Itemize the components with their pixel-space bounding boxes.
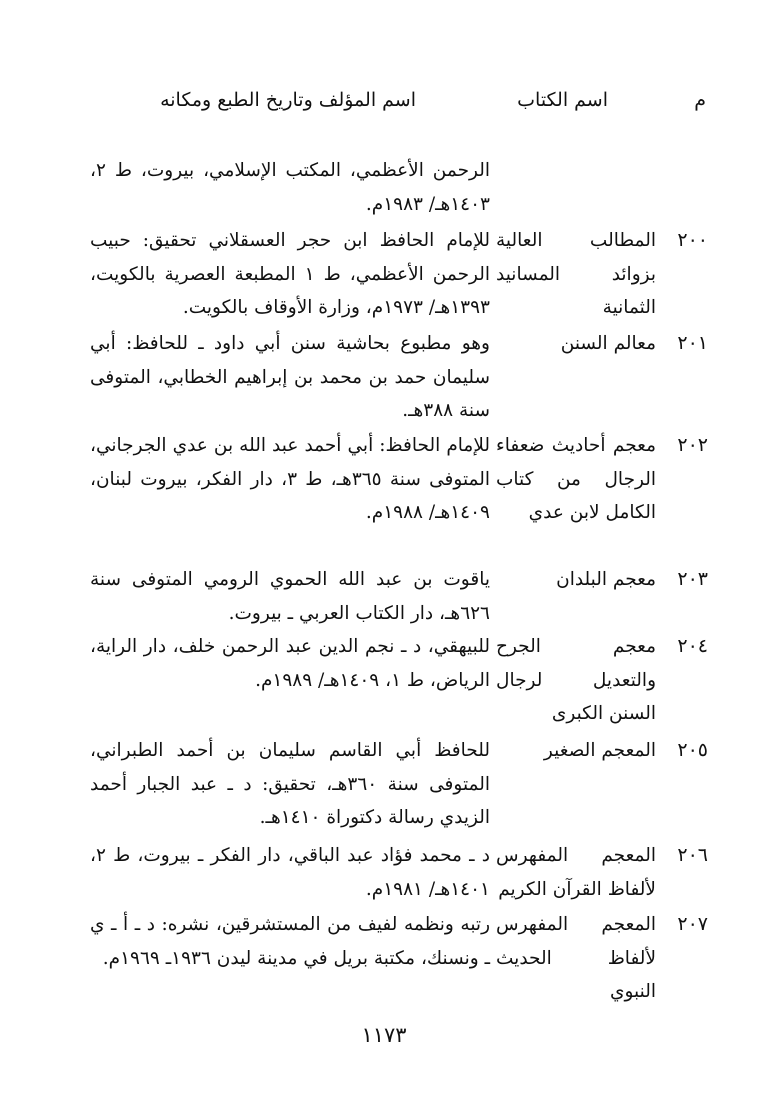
entry-author-details: د ـ محمد فؤاد عبد الباقي، دار الفكر ـ بيروت، ط ٢، ١٤٠١هـ/ ١٩٨١م. xyxy=(90,845,490,900)
entry-book-title: المعجم الصغير xyxy=(543,740,656,761)
entry-book-title: المطالب العالية بزوائد المسانيد الثمانية xyxy=(496,230,656,318)
entry-author-details: للإمام الحافظ ابن حجر العسقلاني تحقيق: حبيب الرحمن الأعظمي، ط ١ المطبعة العصرية بالكويت، ١٣٩٣هـ/ ١٩٧٣م، وزارة الأوقاف بالكويت. xyxy=(90,230,490,318)
entry-number: ٢٠٠ xyxy=(677,229,708,251)
header-column-book-title: اسم الكتاب xyxy=(517,89,608,111)
entry-number: ٢٠٧ xyxy=(677,913,708,935)
entry-number: ٢٠١ xyxy=(677,332,708,354)
page-number: ١١٧٣ xyxy=(361,1023,407,1047)
entry-author-details: وهو مطبوع بحاشية سنن أبي داود ـ للحافظ: أبي سليمان حمد بن محمد بن إبراهيم الخطابي، المتوفى سنة ٣٨٨هـ. xyxy=(90,333,490,421)
entry-book-title: المعجم المفهرس لألفاظ القرآن الكريم xyxy=(496,845,656,900)
entry-author-details: ياقوت بن عبد الله الحموي الرومي المتوفى سنة ٦٢٦هـ، دار الكتاب العربي ـ بيروت. xyxy=(90,569,490,624)
continuation-text: الرحمن الأعظمي، المكتب الإسلامي، بيروت، ط ٢، ١٤٠٣هـ/ ١٩٨٣م. xyxy=(90,160,490,215)
entry-author-details: رتبه ونظمه لفيف من المستشرقين، نشره: د ـ أ ـ ي ـ ونسنك، مكتبة بريل في مدينة ليدن ١٩٣٦ـ ١٩٦٩م. xyxy=(90,914,490,969)
entry-author-details: للحافظ أبي القاسم سليمان بن أحمد الطبراني، المتوفى سنة ٣٦٠هـ، تحقيق: د ـ عبد الجبار أحمد الزيدي رسالة دكتوراة ١٤١٠هـ. xyxy=(90,740,491,828)
entry-number: ٢٠٤ xyxy=(677,635,708,657)
entry-number: ٢٠٦ xyxy=(677,844,708,866)
header-column-number: م xyxy=(694,89,706,111)
entry-author-details: للبيهقي، د ـ نجم الدين عبد الرحمن خلف، دار الراية، الرياض، ط ١، ١٤٠٩هـ/ ١٩٨٩م. xyxy=(90,636,490,691)
entry-number: ٢٠٣ xyxy=(677,568,708,590)
header-column-author: اسم المؤلف وتاريخ الطبع ومكانه xyxy=(160,89,416,111)
entry-book-title: معالم السنن xyxy=(560,333,656,354)
entry-book-title: معجم الجرح والتعديل لرجال السنن الكبرى xyxy=(496,636,656,724)
entry-number: ٢٠٢ xyxy=(677,434,708,456)
entry-number: ٢٠٥ xyxy=(677,739,708,761)
entry-book-title: المعجم المفهرس لألفاظ الحديث النبوي xyxy=(496,914,656,1002)
entry-book-title: معجم البلدان xyxy=(556,569,656,590)
entry-book-title: معجم أحاديث ضعفاء الرجال من كتاب الكامل لابن عدي xyxy=(496,435,656,523)
entry-author-details: للإمام الحافظ: أبي أحمد عبد الله بن عدي الجرجاني، المتوفى سنة ٣٦٥هـ، ط ٣، دار الفكر، بيروت لبنان، ١٤٠٩هـ/ ١٩٨٨م. xyxy=(90,435,491,523)
